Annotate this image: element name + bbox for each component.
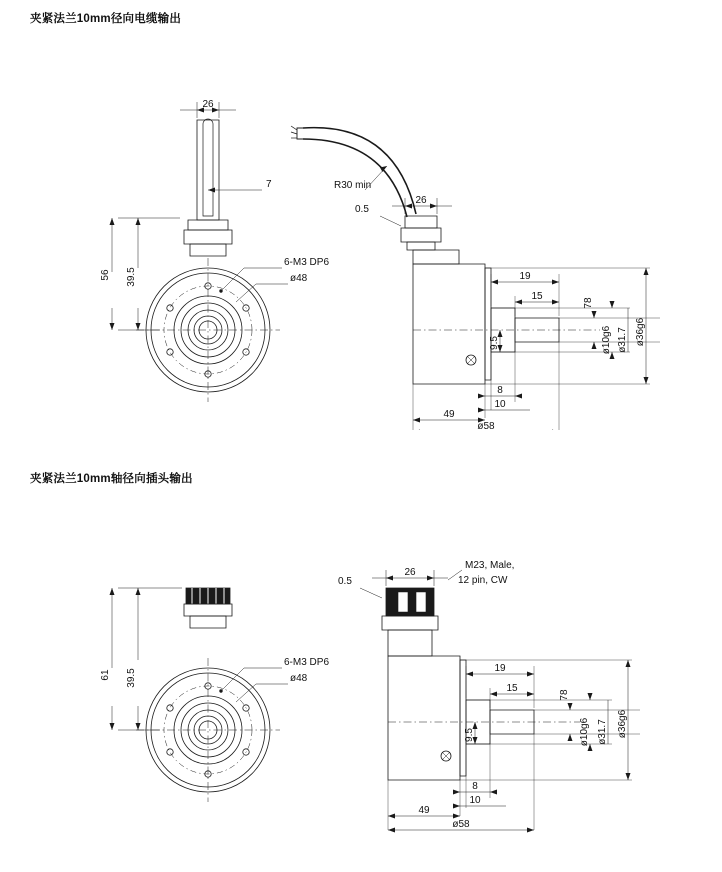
- dim-19-b: 19: [494, 663, 506, 674]
- dim-26-top: 26: [202, 99, 214, 110]
- dim-d31-7: ø10g6: [601, 325, 612, 355]
- dim-d48: ø48: [290, 273, 308, 284]
- dim-d10g6-b: 78: [559, 689, 570, 701]
- dim-d10g6: 78: [583, 297, 594, 309]
- dim-61: 61: [100, 669, 111, 681]
- dim-0-5-b: 0.5: [338, 576, 352, 587]
- dim-10: 10: [494, 399, 506, 410]
- dim-d31-7-b: ø10g6: [579, 717, 590, 747]
- note-12-pin-cw: 12 pin, CW: [458, 575, 508, 586]
- dim-56: 56: [100, 269, 111, 281]
- dim-15-b: 15: [506, 683, 518, 694]
- note-m23-male: M23, Male,: [465, 560, 515, 571]
- figure-axial-connector-output: [0, 500, 722, 860]
- note-6-m3-dp6-b: 6-M3 DP6: [284, 657, 330, 668]
- section-title-1: 夹紧法兰10mm径向电缆输出: [30, 13, 182, 25]
- dim-39-5: 39.5: [126, 267, 137, 287]
- dim-49: 49: [443, 409, 455, 420]
- dim-d58: ø36g6: [635, 317, 646, 347]
- figure-radial-cable-output: [0, 40, 722, 430]
- dim-10-b: 10: [469, 795, 481, 806]
- dim-39-5-b: 39.5: [126, 668, 137, 688]
- dim-78-b: ø58: [452, 819, 470, 830]
- dim-8: 8: [497, 385, 503, 396]
- dim-9-5-b: 9.5: [464, 728, 475, 742]
- dim-d36g6-b: ø31.7: [597, 719, 608, 745]
- dim-0-5: 0.5: [355, 204, 369, 215]
- dim-19: 19: [519, 271, 531, 282]
- note-r30-min: R30 min: [334, 180, 372, 191]
- dim-78: ø58: [477, 421, 495, 430]
- section-title-2: 夹紧法兰10mm轴径向插头输出: [30, 473, 193, 485]
- dim-8-b: 8: [472, 781, 478, 792]
- dim-d36g6: ø31.7: [617, 327, 628, 353]
- dim-26-b: 26: [404, 567, 416, 578]
- dim-d58-b: ø36g6: [617, 709, 628, 739]
- dim-15: 15: [531, 291, 543, 302]
- dim-d48-b: ø48: [290, 673, 308, 684]
- dim-9-5: 9.5: [489, 336, 500, 350]
- dim-26-side: 26: [415, 195, 427, 206]
- note-6-m3-dp6: 6-M3 DP6: [284, 257, 330, 268]
- dim-7: 7: [266, 179, 272, 190]
- dim-49-b: 49: [418, 805, 430, 816]
